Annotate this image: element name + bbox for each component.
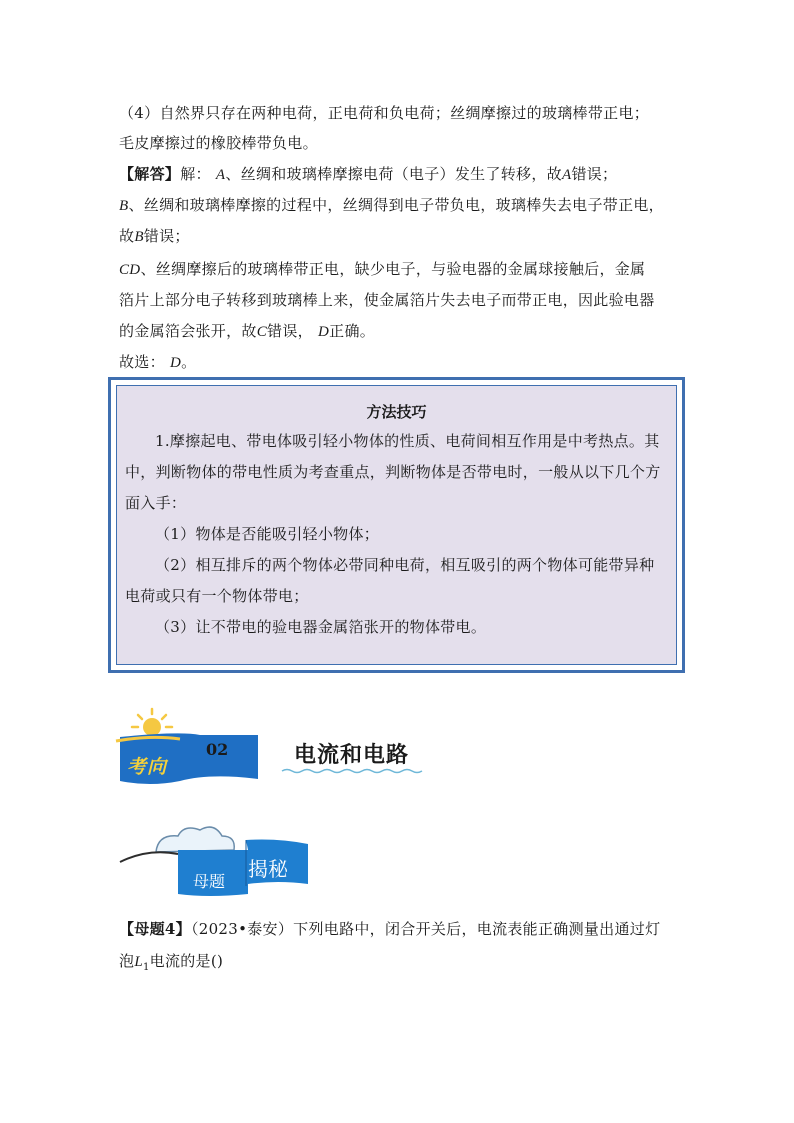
mother-badge-left: 母题 [193, 872, 226, 891]
answer-b2-prefix: 故 [119, 227, 135, 245]
answer-cd3-c: 正确。 [329, 322, 376, 340]
answer-line-a [119, 164, 617, 185]
answer-label: 【解答】 [119, 165, 181, 183]
cloud-icon [156, 827, 234, 852]
method-item-2-line1: （2）相互排斥的两个物体必带同种电荷，相互吸引的两个物体可能带异种 [155, 556, 655, 574]
answer-cd3-a: 的金属箔会张开，故 [119, 322, 257, 340]
option-c-ref: C [256, 324, 268, 340]
section-title: 电流和电路 [294, 743, 410, 768]
method-p1-line2: 中，判断物体的带电性质为考查重点，判断物体是否带电时，一般从以下几个方 [125, 463, 661, 481]
sun-icon [132, 709, 172, 736]
method-item-2-line2: 电荷或只有一个物体带电； [125, 587, 309, 605]
method-p1-line3: 面入手： [125, 494, 187, 512]
answer-line-cd2: 箔片上部分电子转移到玻璃棒上来，使金属箔片失去电子而带正电，因此验电器 [119, 291, 655, 309]
option-b: B [119, 198, 129, 214]
option-cd: CD [119, 262, 141, 278]
answer-a-text: 、丝绸和玻璃棒摩擦电荷（电子）发生了转移，故 [225, 165, 562, 183]
section-badge: 考向 [127, 756, 168, 778]
title-wave-underline [282, 770, 422, 773]
answer-line-b2 [119, 226, 190, 247]
method-box-inner [116, 385, 677, 665]
option-a-ref: A [561, 167, 572, 183]
choice-value: D [169, 355, 182, 371]
answer-b-text: 、丝绸和玻璃棒摩擦的过程中，丝绸得到电子带负电，玻璃棒失去电子带正电， [128, 196, 664, 214]
answer-line-b [119, 195, 664, 216]
answer-line-cd [119, 259, 645, 280]
answer-b2-end: 错误； [143, 227, 190, 245]
option-a: A [215, 167, 226, 183]
mother-question-text: 下列电路中，闭合开关后，电流表能正确测量出通过灯 [293, 920, 661, 938]
method-item-1: （1）物体是否能吸引轻小物体； [155, 525, 380, 543]
option-b-ref: B [134, 229, 144, 245]
mother-q2-b: 电流的是() [149, 952, 224, 970]
choice-end: 。 [181, 353, 197, 371]
mother-var-sub: 1 [142, 962, 150, 973]
explanation-line-2: 毛皮摩擦过的橡胶棒带负电。 [119, 134, 318, 152]
mother-source: （2023•泰安） [190, 920, 294, 938]
choice-line [119, 352, 196, 373]
method-title: 方法技巧 [366, 403, 427, 421]
mother-question-line-2 [119, 951, 223, 978]
mother-var: L [134, 954, 143, 970]
method-p1-line1: 1.摩擦起电、带电体吸引轻小物体的性质、电荷间相互作用是中考热点。其 [155, 432, 660, 450]
option-d-ref: D [318, 324, 330, 340]
answer-prefix: 解： [180, 165, 211, 183]
answer-cd-text: 、丝绸摩擦后的玻璃棒带正电，缺少电子，与验电器的金属球接触后，金属 [140, 260, 646, 278]
method-item-3: （3）让不带电的验电器金属箔张开的物体带电。 [155, 618, 487, 636]
explanation-line-1: （4）自然界只存在两种电荷，正电荷和负电荷；丝绸摩擦过的玻璃棒带正电； [119, 104, 650, 122]
section-number: 02 [206, 740, 229, 759]
answer-a-end: 错误； [571, 165, 618, 183]
answer-cd3-b: 错误， [267, 322, 313, 340]
mother-question-line-1 [119, 919, 660, 939]
choice-prefix: 故选： [119, 353, 165, 371]
method-box [108, 377, 685, 673]
mother-label: 【母题4】 [119, 920, 191, 938]
mother-q2-a: 泡 [119, 952, 135, 970]
answer-line-cd3 [119, 321, 375, 342]
mother-badge-right: 揭秘 [248, 857, 288, 881]
